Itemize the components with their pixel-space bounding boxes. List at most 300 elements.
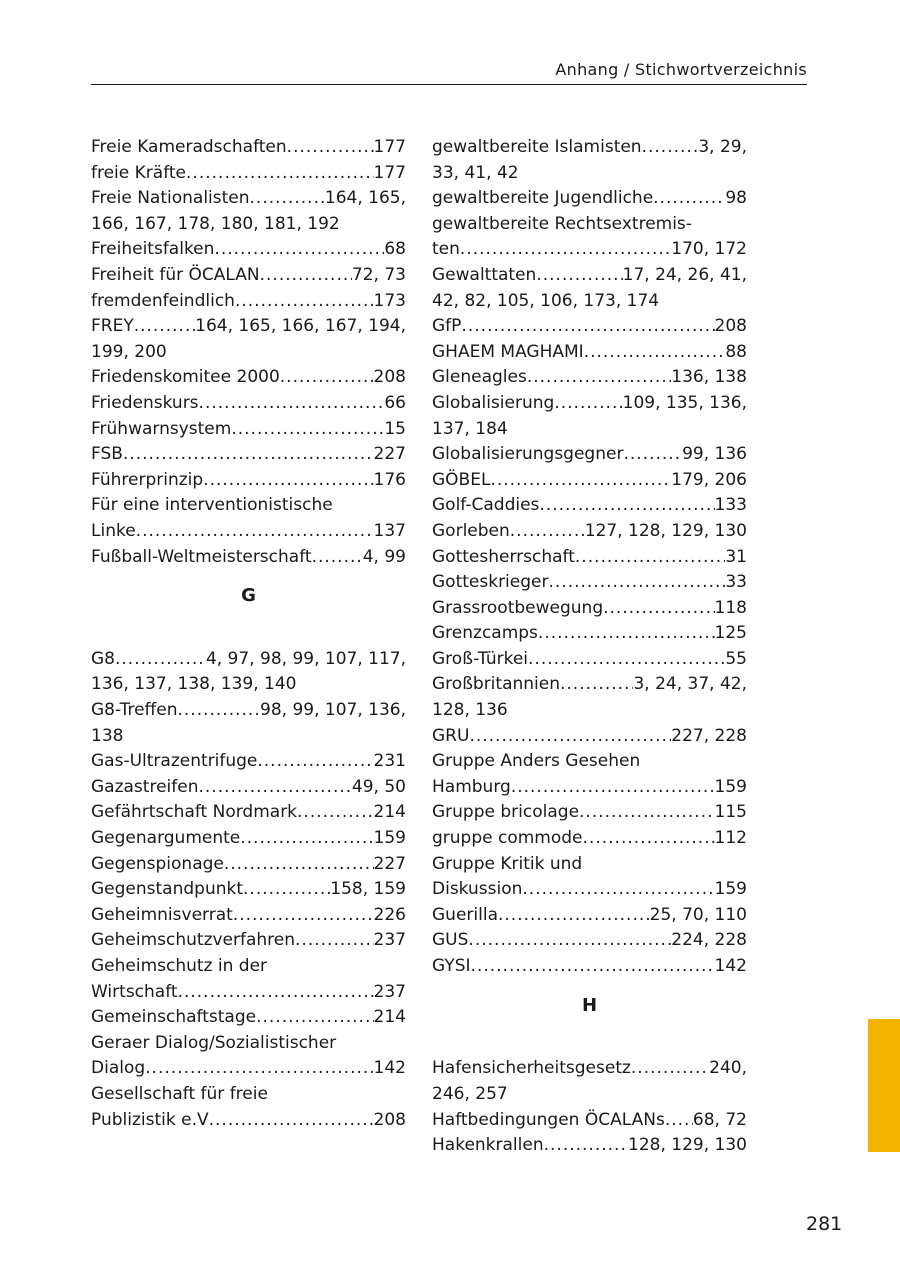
index-entry-continuation: 199, 200 xyxy=(91,341,167,362)
index-entry-line xyxy=(432,237,747,263)
page-references: 136, 138 xyxy=(671,367,747,388)
page-references: 142 xyxy=(714,956,747,976)
index-entry-line xyxy=(432,1056,747,1082)
index-entry-line xyxy=(432,647,747,673)
index-entry-line xyxy=(432,545,747,571)
index-entry-line xyxy=(432,263,747,289)
index-entry-line xyxy=(91,980,406,1006)
index-entry-line xyxy=(91,775,406,801)
index-entry-line xyxy=(91,800,406,826)
dot-leader xyxy=(231,417,384,443)
page-references: 133 xyxy=(714,495,747,516)
index-entry-line xyxy=(91,468,406,494)
index-term: Linke xyxy=(91,520,136,541)
index-term: Fußball-Weltmeisterschaft xyxy=(91,546,312,567)
index-entry-line xyxy=(432,186,747,212)
index-entry-line xyxy=(91,442,406,468)
index-term: fremdenfeindlich xyxy=(91,290,235,311)
index-entry-line xyxy=(91,852,406,878)
index-term: Haftbedingungen ÖCALANs xyxy=(432,1109,665,1130)
index-entry-line xyxy=(91,826,406,852)
index-term: G8-Treffen xyxy=(91,700,178,721)
page-references: 98, 99, 107, 136, xyxy=(260,700,406,721)
index-term: Freie Nationalisten xyxy=(91,188,250,209)
page-references: 4, 99 xyxy=(362,546,406,567)
index-column-left xyxy=(91,135,406,1133)
index-term: Gegenstandpunkt xyxy=(91,879,244,900)
index-entry-line xyxy=(432,800,747,826)
page-references: 227 xyxy=(373,444,406,465)
page-references: 99, 136 xyxy=(682,444,747,465)
index-entry xyxy=(432,852,747,903)
index-term: gewaltbereite Jugendliche xyxy=(432,188,654,209)
dot-leader xyxy=(250,186,325,212)
index-term: Gewalttaten xyxy=(432,264,537,285)
dot-leader xyxy=(203,468,373,494)
dot-leader xyxy=(123,442,374,468)
index-entry xyxy=(432,1133,747,1159)
page-references: 214 xyxy=(373,1007,406,1028)
index-term: Diskussion xyxy=(432,879,523,900)
dot-leader xyxy=(186,161,374,187)
index-term: Führerprinzip xyxy=(91,469,204,490)
index-term: Hamburg xyxy=(432,776,511,797)
index-entry xyxy=(432,493,747,519)
index-entry xyxy=(432,468,747,494)
index-term: Großbritannien xyxy=(432,674,560,695)
index-entry-line xyxy=(432,519,747,545)
index-entry xyxy=(91,417,406,443)
index-entry-line xyxy=(91,647,406,673)
page-references: 158, 159 xyxy=(330,879,406,900)
page-references: 4, 97, 98, 99, 107, 117, xyxy=(205,648,406,669)
page-references: 3, 29, xyxy=(698,137,747,157)
index-entry xyxy=(432,391,747,442)
index-entry-continuation: gewaltbereite Rechtsextremis- xyxy=(432,213,692,234)
page-references: 177 xyxy=(373,137,406,157)
index-entry-continuation: 42, 82, 105, 106, 173, 174 xyxy=(432,290,660,311)
index-entry-continuation: Für eine interventionistische xyxy=(91,495,333,516)
index-entry xyxy=(91,314,406,365)
page-references: 142 xyxy=(373,1058,406,1079)
index-term: Gruppe bricolage xyxy=(432,802,580,823)
dot-leader xyxy=(235,289,374,315)
index-entry-line xyxy=(91,263,406,289)
dot-leader xyxy=(544,1133,628,1159)
section-letter: H xyxy=(581,994,598,1016)
dot-leader xyxy=(312,545,363,571)
index-term: Friedenskurs xyxy=(91,392,199,413)
index-entry xyxy=(432,724,747,750)
page-references: 98 xyxy=(725,188,747,209)
index-entry xyxy=(432,545,747,571)
page-references: 176 xyxy=(373,469,406,490)
dot-leader xyxy=(460,237,671,263)
index-entry-continuation: Gruppe Kritik und xyxy=(432,853,583,874)
page-references: 231 xyxy=(373,751,406,772)
dot-leader xyxy=(280,365,374,391)
index-entry xyxy=(432,928,747,954)
dot-leader xyxy=(214,237,384,263)
index-term: Gas-Ultrazentrifuge xyxy=(91,751,258,772)
index-entry xyxy=(91,647,406,698)
index-entry xyxy=(432,135,747,186)
index-entry xyxy=(91,928,406,954)
dot-leader xyxy=(209,1108,374,1134)
index-term: Gotteskrieger xyxy=(432,572,549,593)
index-entry xyxy=(432,442,747,468)
index-entry xyxy=(91,237,406,263)
page-references: 227 xyxy=(373,853,406,874)
dot-leader xyxy=(468,928,671,954)
page-references: 25, 70, 110 xyxy=(649,904,747,925)
index-term: Grenzcamps xyxy=(432,623,538,644)
page-number: 281 xyxy=(806,1213,843,1235)
index-entry xyxy=(91,826,406,852)
index-entry-line xyxy=(91,903,406,929)
index-entry-line xyxy=(432,314,747,340)
index-entry-line xyxy=(432,954,747,980)
index-entry xyxy=(91,903,406,929)
index-term: Globalisierung xyxy=(432,392,555,413)
index-entry-continuation: Geraer Dialog/Sozialistischer xyxy=(91,1032,337,1053)
page-references: 164, 165, xyxy=(324,188,406,209)
index-entry-line xyxy=(91,698,406,724)
index-entry-line xyxy=(432,493,747,519)
dot-leader xyxy=(528,647,725,673)
dot-leader xyxy=(134,314,195,340)
index-entry-continuation: 128, 136 xyxy=(432,700,508,721)
dot-leader xyxy=(198,775,351,801)
index-entry-line xyxy=(432,928,747,954)
dot-leader xyxy=(199,391,385,417)
index-term: Gleneagles xyxy=(432,367,527,388)
index-term: Gegenargumente xyxy=(91,828,241,849)
page-references: 137 xyxy=(373,520,406,541)
page-references: 15 xyxy=(384,418,406,439)
index-term: FREY xyxy=(91,316,134,337)
dot-leader xyxy=(510,519,585,545)
page-references: 55 xyxy=(725,648,747,669)
page-references: 164, 165, 166, 167, 194, xyxy=(195,316,406,337)
dot-leader xyxy=(539,493,714,519)
dot-leader xyxy=(536,263,622,289)
page-references: 118 xyxy=(714,597,747,618)
page-references: 170, 172 xyxy=(671,239,747,260)
index-term: Friedenskomitee 2000 xyxy=(91,367,280,388)
index-entry-line xyxy=(91,519,406,545)
index-entry xyxy=(91,749,406,775)
page-references: 33 xyxy=(725,572,747,593)
page-references: 68, 72 xyxy=(692,1109,747,1130)
index-term: Freiheitsfalken xyxy=(91,239,215,260)
dot-leader xyxy=(653,186,725,212)
index-entry xyxy=(432,570,747,596)
index-entry xyxy=(91,800,406,826)
index-term: GYSI xyxy=(432,956,471,976)
index-entry xyxy=(91,468,406,494)
index-term: Wirtschaft xyxy=(91,981,178,1002)
index-entry-line xyxy=(432,1133,747,1159)
index-entry xyxy=(432,826,747,852)
dot-leader xyxy=(584,340,726,366)
page-references: 109, 135, 136, xyxy=(622,392,747,413)
index-term: GfP xyxy=(432,316,462,337)
index-term: Guerilla xyxy=(432,904,498,925)
index-entry xyxy=(91,365,406,391)
index-entry xyxy=(91,263,406,289)
index-entry-line xyxy=(91,1005,406,1031)
page-references: 49, 50 xyxy=(351,776,406,797)
index-entry-line xyxy=(432,621,747,647)
index-entry-line xyxy=(432,442,747,468)
index-entry xyxy=(91,391,406,417)
index-term: Frühwarnsystem xyxy=(91,418,232,439)
index-entry xyxy=(91,775,406,801)
page-references: 17, 24, 26, 41, xyxy=(622,264,747,285)
page-references: 3, 24, 37, 42, xyxy=(633,674,747,695)
page-references: 224, 228 xyxy=(671,930,747,951)
index-entry-continuation: 138 xyxy=(91,725,124,746)
dot-leader xyxy=(243,877,330,903)
index-entry xyxy=(91,289,406,315)
index-entry-line xyxy=(91,1056,406,1082)
page-references: 159 xyxy=(714,776,747,797)
dot-leader xyxy=(257,749,373,775)
header-rule xyxy=(91,84,807,85)
index-term: Publizistik e.V xyxy=(91,1109,209,1130)
index-term: GÖBEL xyxy=(432,469,491,490)
index-entry xyxy=(432,340,747,366)
dot-leader xyxy=(511,775,715,801)
dot-leader xyxy=(548,570,725,596)
dot-leader xyxy=(240,826,373,852)
running-header: Anhang / Stichwortverzeichnis xyxy=(555,60,807,79)
index-entry-line xyxy=(91,186,406,212)
index-entry-line xyxy=(91,417,406,443)
index-entry-line xyxy=(432,903,747,929)
index-term: Groß-Türkei xyxy=(432,648,529,669)
index-entry-line xyxy=(91,289,406,315)
dot-leader xyxy=(603,596,714,622)
page-references: 68 xyxy=(384,239,406,260)
index-term: Golf-Caddies xyxy=(432,495,540,516)
dot-leader xyxy=(461,314,714,340)
dot-leader xyxy=(178,980,374,1006)
index-entry xyxy=(91,1005,406,1031)
index-entry-line xyxy=(91,877,406,903)
index-entry xyxy=(432,365,747,391)
index-entry xyxy=(432,186,747,212)
index-entry xyxy=(432,1108,747,1134)
index-entry xyxy=(432,621,747,647)
dot-leader xyxy=(490,468,671,494)
dot-leader xyxy=(471,954,715,980)
dot-leader xyxy=(177,698,260,724)
index-term: gruppe commode xyxy=(432,828,583,849)
section-tab-marker xyxy=(868,1019,900,1152)
index-term: Geheimschutzverfahren xyxy=(91,930,296,951)
index-entry-line xyxy=(432,340,747,366)
page-references: 214 xyxy=(373,802,406,823)
page-references: 66 xyxy=(384,392,406,413)
page-references: 72, 73 xyxy=(351,264,406,285)
dot-leader xyxy=(527,365,671,391)
dot-leader xyxy=(469,724,671,750)
page-references: 177 xyxy=(373,162,406,183)
index-entry-line xyxy=(432,826,747,852)
index-term: Geheimnisverrat xyxy=(91,904,233,925)
page-references: 226 xyxy=(373,904,406,925)
page-references: 237 xyxy=(373,981,406,1002)
index-term: Freiheit für ÖCALAN xyxy=(91,264,260,285)
index-entry-continuation: Gruppe Anders Gesehen xyxy=(432,751,641,772)
index-entry xyxy=(91,1082,406,1133)
index-term: FSB xyxy=(91,444,123,465)
index-entry xyxy=(91,852,406,878)
dot-leader xyxy=(136,519,374,545)
index-entry-continuation: 136, 137, 138, 139, 140 xyxy=(91,674,297,695)
index-entry xyxy=(432,672,747,723)
index-term: freie Kräfte xyxy=(91,162,187,183)
page-references: 115 xyxy=(714,802,747,823)
index-entry-line xyxy=(432,570,747,596)
section-letter: G xyxy=(241,585,256,607)
index-entry-line xyxy=(432,775,747,801)
index-term: Globalisierungsgegner xyxy=(432,444,624,465)
index-term: Freie Kameradschaften xyxy=(91,137,287,157)
index-entry xyxy=(432,212,747,263)
index-entry-line xyxy=(91,161,406,187)
dot-leader xyxy=(579,800,715,826)
index-entry xyxy=(91,1031,406,1082)
dot-leader xyxy=(287,135,374,161)
page-references: 127, 128, 129, 130 xyxy=(584,520,747,541)
dot-leader xyxy=(145,1056,373,1082)
page-references: 237 xyxy=(373,930,406,951)
index-entry-line xyxy=(432,724,747,750)
index-column-right xyxy=(432,135,747,1159)
dot-leader xyxy=(583,826,715,852)
index-entry xyxy=(91,161,406,187)
index-entry xyxy=(91,545,406,571)
dot-leader xyxy=(538,621,715,647)
index-entry xyxy=(432,263,747,314)
page-references: 227, 228 xyxy=(671,725,747,746)
index-term: Gemeinschaftstage xyxy=(91,1007,257,1028)
page-references: 88 xyxy=(725,341,747,362)
page-references: 159 xyxy=(373,828,406,849)
page-references: 173 xyxy=(373,290,406,311)
page-references: 179, 206 xyxy=(671,469,747,490)
page-references: 128, 129, 130 xyxy=(628,1135,747,1156)
index-entry-line xyxy=(91,365,406,391)
dot-leader xyxy=(224,852,374,878)
index-term: GHAEM MAGHAMI xyxy=(432,341,584,362)
index-term: Gefährtschaft Nordmark xyxy=(91,802,298,823)
index-entry xyxy=(432,749,747,800)
dot-leader xyxy=(554,391,622,417)
dot-leader xyxy=(256,1005,373,1031)
dot-leader xyxy=(623,442,682,468)
index-entry-line xyxy=(432,596,747,622)
index-entry-line xyxy=(91,1108,406,1134)
dot-leader xyxy=(295,928,374,954)
dot-leader xyxy=(522,877,714,903)
dot-leader xyxy=(297,800,374,826)
index-entry-line xyxy=(432,468,747,494)
index-term: Hafensicherheitsgesetz xyxy=(432,1058,631,1079)
index-entry-continuation: 33, 41, 42 xyxy=(432,162,519,183)
index-entry-line xyxy=(432,1108,747,1134)
page-references: 31 xyxy=(725,546,747,567)
index-entry-line xyxy=(91,391,406,417)
index-entry-line xyxy=(91,237,406,263)
index-entry xyxy=(432,314,747,340)
dot-leader xyxy=(575,545,725,571)
index-term: ten xyxy=(432,239,460,260)
dot-leader xyxy=(642,135,699,161)
index-entry xyxy=(91,698,406,749)
page-references: 125 xyxy=(714,623,747,644)
index-entry xyxy=(432,954,747,980)
index-entry-line xyxy=(91,314,406,340)
dot-leader xyxy=(233,903,374,929)
index-entry xyxy=(91,877,406,903)
index-entry-line xyxy=(432,135,747,161)
index-entry-line xyxy=(91,135,406,161)
index-term: GUS xyxy=(432,930,469,951)
index-entry xyxy=(91,493,406,544)
dot-leader xyxy=(115,647,206,673)
index-entry-continuation: 246, 257 xyxy=(432,1083,508,1104)
index-entry-line xyxy=(432,877,747,903)
index-entry xyxy=(432,596,747,622)
page-references: 159 xyxy=(714,879,747,900)
index-term: Gorleben xyxy=(432,520,510,541)
index-entry-line xyxy=(91,928,406,954)
dot-leader xyxy=(665,1108,693,1134)
index-entry-line xyxy=(91,545,406,571)
index-term: Dialog xyxy=(91,1058,146,1079)
index-entry-continuation: Geheimschutz in der xyxy=(91,956,268,977)
index-term: Hakenkrallen xyxy=(432,1135,544,1156)
index-term: Gottesherrschaft xyxy=(432,546,575,567)
index-entry xyxy=(91,954,406,1005)
page-references: 208 xyxy=(373,1109,406,1130)
page-references: 240, xyxy=(709,1058,747,1079)
index-entry-continuation: 137, 184 xyxy=(432,418,508,439)
index-entry xyxy=(432,800,747,826)
dot-leader xyxy=(631,1056,709,1082)
index-term: Grassrootbewegung xyxy=(432,597,604,618)
index-term: Gazastreifen xyxy=(91,776,199,797)
index-entry-line xyxy=(432,365,747,391)
page-references: 112 xyxy=(714,828,747,849)
index-entry-line xyxy=(91,749,406,775)
index-entry xyxy=(432,519,747,545)
index-term: G8 xyxy=(91,648,115,669)
dot-leader xyxy=(260,263,352,289)
index-entry-line xyxy=(432,391,747,417)
dot-leader xyxy=(498,903,650,929)
index-entry-continuation: 166, 167, 178, 180, 181, 192 xyxy=(91,213,340,234)
page-references: 208 xyxy=(373,367,406,388)
dot-leader xyxy=(560,672,633,698)
page-references: 208 xyxy=(714,316,747,337)
index-entry xyxy=(432,1056,747,1107)
index-entry xyxy=(91,135,406,161)
